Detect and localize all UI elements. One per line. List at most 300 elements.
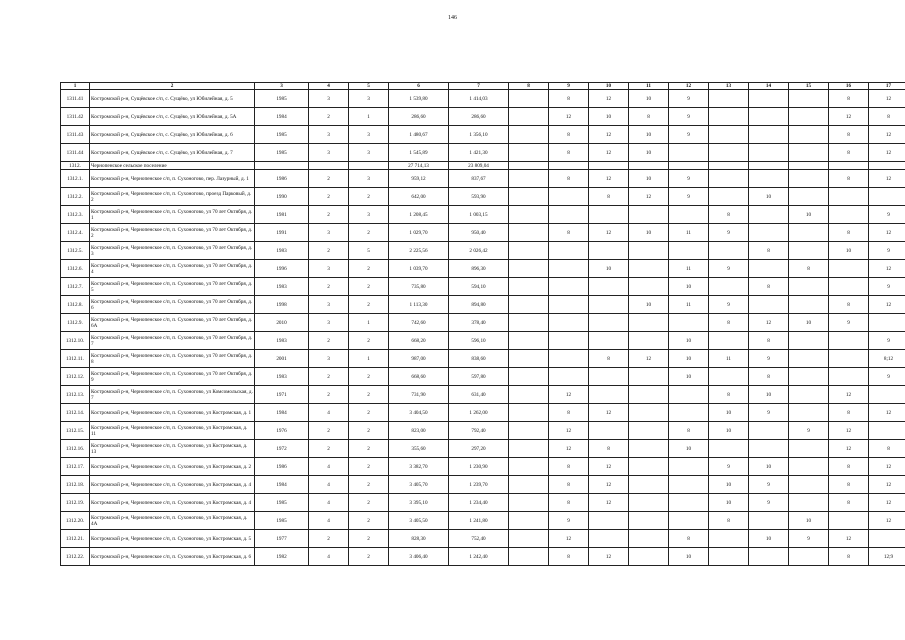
column-header-3: 3 bbox=[255, 83, 309, 90]
value-cell: 1985 bbox=[255, 144, 309, 162]
value-cell bbox=[589, 368, 629, 386]
table-row bbox=[61, 224, 905, 242]
value-cell: 828,30 bbox=[389, 530, 449, 548]
value-cell: 8 bbox=[829, 404, 869, 422]
value-cell bbox=[669, 206, 709, 224]
value-cell: 10 bbox=[709, 494, 749, 512]
value-cell bbox=[629, 332, 669, 350]
value-cell: 10 bbox=[629, 126, 669, 144]
value-cell: 10 bbox=[789, 206, 829, 224]
value-cell: 838,60 bbox=[449, 350, 509, 368]
value-cell bbox=[709, 108, 749, 126]
value-cell: 12 bbox=[629, 350, 669, 368]
page-number: 146 bbox=[448, 15, 457, 21]
value-cell bbox=[509, 494, 549, 512]
value-cell bbox=[869, 162, 905, 170]
row-number-cell: 1312.19. bbox=[61, 494, 90, 512]
value-cell: 10 bbox=[669, 368, 709, 386]
value-cell bbox=[629, 206, 669, 224]
row-number-cell: 1312.10. bbox=[61, 332, 90, 350]
row-number-cell: 1312.21. bbox=[61, 530, 90, 548]
value-cell bbox=[709, 242, 749, 260]
value-cell bbox=[709, 170, 749, 188]
value-cell bbox=[829, 206, 869, 224]
value-cell: 9 bbox=[669, 188, 709, 206]
value-cell bbox=[509, 458, 549, 476]
table-row bbox=[61, 350, 905, 368]
value-cell: 1972 bbox=[255, 440, 309, 458]
value-cell: 792,40 bbox=[449, 422, 509, 440]
value-cell bbox=[749, 224, 789, 242]
value-cell bbox=[589, 530, 629, 548]
value-cell bbox=[509, 512, 549, 530]
value-cell: 10 bbox=[749, 530, 789, 548]
row-number-cell: 1312.1. bbox=[61, 170, 90, 188]
value-cell: 4 bbox=[309, 476, 349, 494]
value-cell bbox=[749, 260, 789, 278]
value-cell: 10 bbox=[669, 548, 709, 566]
row-number-cell: 1312.2. bbox=[61, 188, 90, 206]
column-header-12: 12 bbox=[669, 83, 709, 90]
value-cell bbox=[629, 368, 669, 386]
value-cell: 12 bbox=[549, 108, 589, 126]
value-cell: 10 bbox=[589, 108, 629, 126]
value-cell: 9 bbox=[709, 260, 749, 278]
table-row bbox=[61, 404, 905, 422]
row-number-cell: 1312.16. bbox=[61, 440, 90, 458]
value-cell bbox=[669, 162, 709, 170]
section-title-cell: Чернопенское сельское поселение bbox=[90, 162, 255, 170]
value-cell: 2 bbox=[309, 278, 349, 296]
value-cell: 10 bbox=[629, 224, 669, 242]
value-cell: 8 bbox=[709, 314, 749, 332]
value-cell: 8 bbox=[869, 108, 905, 126]
table-row bbox=[61, 386, 905, 404]
value-cell: 8 bbox=[749, 368, 789, 386]
value-cell: 959,12 bbox=[389, 170, 449, 188]
column-header-9: 9 bbox=[549, 83, 589, 90]
value-cell: 2 bbox=[349, 332, 389, 350]
value-cell: 297,20 bbox=[449, 440, 509, 458]
value-cell: 2010 bbox=[255, 314, 309, 332]
address-cell: Костромской р-н, Чернопенское с/п, п. Сухоногово, ул 70 лет Октября, д. 4 bbox=[90, 260, 255, 278]
value-cell: 8 bbox=[549, 458, 589, 476]
value-cell: 10 bbox=[709, 476, 749, 494]
value-cell bbox=[789, 404, 829, 422]
column-header-2: 2 bbox=[90, 83, 255, 90]
value-cell: 1 242,40 bbox=[449, 548, 509, 566]
value-cell bbox=[789, 144, 829, 162]
value-cell: 9 bbox=[749, 476, 789, 494]
value-cell: 10 bbox=[749, 386, 789, 404]
value-cell: 1985 bbox=[255, 90, 309, 108]
table-row bbox=[61, 144, 905, 162]
address-cell: Костромской р-н, Чернопенское с/п, п. Сухоногово, ул 70 лет Октября, д. 7 bbox=[90, 332, 255, 350]
value-cell bbox=[509, 368, 549, 386]
value-cell bbox=[629, 422, 669, 440]
value-cell bbox=[549, 278, 589, 296]
value-cell: 2 bbox=[349, 368, 389, 386]
value-cell: 12 bbox=[589, 404, 629, 422]
table-row bbox=[61, 494, 905, 512]
value-cell: 9 bbox=[789, 422, 829, 440]
value-cell: 9 bbox=[869, 242, 905, 260]
table-row bbox=[61, 548, 905, 566]
value-cell bbox=[589, 296, 629, 314]
value-cell bbox=[669, 476, 709, 494]
value-cell: 2 bbox=[309, 386, 349, 404]
value-cell: 4 bbox=[309, 404, 349, 422]
value-cell: 8 bbox=[829, 458, 869, 476]
value-cell bbox=[549, 206, 589, 224]
value-cell: 3 bbox=[349, 126, 389, 144]
value-cell: 1984 bbox=[255, 108, 309, 126]
value-cell: 10 bbox=[789, 512, 829, 530]
value-cell bbox=[669, 494, 709, 512]
row-number-cell: 1312.14. bbox=[61, 404, 90, 422]
value-cell bbox=[709, 162, 749, 170]
value-cell: 752,40 bbox=[449, 530, 509, 548]
value-cell: 2 bbox=[349, 512, 389, 530]
value-cell: 11 bbox=[669, 224, 709, 242]
row-number-cell: 1312.17. bbox=[61, 458, 90, 476]
value-cell: 3 382,70 bbox=[389, 458, 449, 476]
value-cell bbox=[749, 548, 789, 566]
value-cell bbox=[789, 278, 829, 296]
value-cell: 12 bbox=[869, 512, 905, 530]
value-cell: 8 bbox=[829, 126, 869, 144]
value-cell: 2 bbox=[309, 422, 349, 440]
value-cell: 2 bbox=[349, 386, 389, 404]
value-cell: 2 225,56 bbox=[389, 242, 449, 260]
address-cell: Костромской р-н, Чернопенское с/п, п. Сухоногово, ул 70 лет Октября, д. 8 bbox=[90, 350, 255, 368]
value-cell bbox=[829, 278, 869, 296]
value-cell: 3 395,10 bbox=[389, 494, 449, 512]
value-cell: 8 bbox=[549, 144, 589, 162]
value-cell bbox=[789, 90, 829, 108]
value-cell: 987,00 bbox=[389, 350, 449, 368]
value-cell bbox=[789, 224, 829, 242]
value-cell bbox=[709, 332, 749, 350]
value-cell: 9 bbox=[829, 314, 869, 332]
value-cell bbox=[589, 162, 629, 170]
value-cell: 10 bbox=[629, 296, 669, 314]
value-cell: 1983 bbox=[255, 368, 309, 386]
value-cell bbox=[549, 314, 589, 332]
column-header-11: 11 bbox=[629, 83, 669, 90]
value-cell: 742,60 bbox=[389, 314, 449, 332]
value-cell: 11 bbox=[669, 260, 709, 278]
value-cell: 286,60 bbox=[389, 108, 449, 126]
value-cell: 8 bbox=[829, 144, 869, 162]
value-cell: 10 bbox=[669, 440, 709, 458]
value-cell: 3 bbox=[349, 170, 389, 188]
address-cell: Костромской р-н, Сущёвское с/п, с. Сущёво, ул Юбилейная, д. 5 bbox=[90, 90, 255, 108]
value-cell bbox=[789, 162, 829, 170]
address-cell: Костромской р-н, Чернопенское с/п, п. Сухоногово, ул Костромская, д. 11 bbox=[90, 422, 255, 440]
value-cell: 10 bbox=[589, 260, 629, 278]
address-cell: Костромской р-н, Сущёвское с/п, с. Сущёво, ул Юбилейная, д. 7 bbox=[90, 144, 255, 162]
table-row bbox=[61, 476, 905, 494]
value-cell: 12 bbox=[629, 188, 669, 206]
value-cell: 8 bbox=[589, 440, 629, 458]
address-cell: Костромской р-н, Чернопенское с/п, п. Сухоногово, ул 70 лет Октября, д. 6А bbox=[90, 314, 255, 332]
address-cell: Костромской р-н, Чернопенское с/п, п. Сухоногово, ул Костромская, д. 2 bbox=[90, 458, 255, 476]
value-cell bbox=[709, 278, 749, 296]
value-cell: 2 bbox=[309, 530, 349, 548]
value-cell: 12 bbox=[829, 108, 869, 126]
value-cell: 12 bbox=[549, 530, 589, 548]
value-cell: 950,40 bbox=[449, 224, 509, 242]
value-cell: 9 bbox=[749, 494, 789, 512]
value-cell bbox=[509, 476, 549, 494]
value-cell: 1 539,80 bbox=[389, 90, 449, 108]
value-cell bbox=[509, 126, 549, 144]
address-cell: Костромской р-н, Чернопенское с/п, п. Сухоногово, ул 70 лет Октября, д. 6 bbox=[90, 296, 255, 314]
value-cell: 1 356,10 bbox=[449, 126, 509, 144]
row-number-cell: 1311.43 bbox=[61, 126, 90, 144]
value-cell: 2 bbox=[349, 530, 389, 548]
value-cell bbox=[629, 440, 669, 458]
value-cell: 12 bbox=[589, 458, 629, 476]
value-cell: 12 bbox=[589, 548, 629, 566]
address-cell: Костромской р-н, Чернопенское с/п, п. Сухоногово, ул 70 лет Октября, д. 5 bbox=[90, 278, 255, 296]
value-cell: 12 bbox=[589, 476, 629, 494]
row-number-cell: 1312.5. bbox=[61, 242, 90, 260]
value-cell bbox=[709, 368, 749, 386]
value-cell: 1 208,45 bbox=[389, 206, 449, 224]
value-cell: 9 bbox=[749, 350, 789, 368]
value-cell bbox=[509, 260, 549, 278]
value-cell: 8;12 bbox=[869, 350, 905, 368]
value-cell: 3 404,50 bbox=[389, 404, 449, 422]
value-cell bbox=[749, 162, 789, 170]
value-cell: 12 bbox=[549, 386, 589, 404]
value-cell: 10 bbox=[629, 170, 669, 188]
value-cell: 12;9 bbox=[869, 548, 905, 566]
value-cell: 10 bbox=[789, 314, 829, 332]
value-cell: 8 bbox=[869, 440, 905, 458]
value-cell: 597,80 bbox=[449, 368, 509, 386]
row-number-cell: 1312.15. bbox=[61, 422, 90, 440]
value-cell bbox=[669, 242, 709, 260]
value-cell: 731,90 bbox=[389, 386, 449, 404]
value-cell bbox=[255, 162, 309, 170]
value-cell bbox=[669, 512, 709, 530]
value-cell bbox=[829, 162, 869, 170]
value-cell: 9 bbox=[869, 206, 905, 224]
value-cell: 9 bbox=[669, 126, 709, 144]
table-row bbox=[61, 530, 905, 548]
value-cell: 1981 bbox=[255, 206, 309, 224]
value-cell bbox=[549, 368, 589, 386]
value-cell bbox=[509, 332, 549, 350]
value-cell bbox=[789, 108, 829, 126]
value-cell bbox=[789, 368, 829, 386]
value-cell: 1 230,90 bbox=[449, 458, 509, 476]
value-cell bbox=[589, 332, 629, 350]
value-cell: 1996 bbox=[255, 260, 309, 278]
value-cell: 12 bbox=[829, 422, 869, 440]
value-cell: 2 bbox=[309, 170, 349, 188]
value-cell bbox=[549, 188, 589, 206]
value-cell: 9 bbox=[709, 296, 749, 314]
value-cell: 896,30 bbox=[449, 260, 509, 278]
value-cell: 23 809,04 bbox=[449, 162, 509, 170]
value-cell: 642,00 bbox=[389, 188, 449, 206]
value-cell bbox=[549, 162, 589, 170]
value-cell: 9 bbox=[709, 458, 749, 476]
value-cell: 1990 bbox=[255, 188, 309, 206]
value-cell: 5 bbox=[349, 242, 389, 260]
value-cell: 3 405,70 bbox=[389, 476, 449, 494]
value-cell: 3 bbox=[309, 144, 349, 162]
table-row bbox=[61, 260, 905, 278]
value-cell: 593,90 bbox=[449, 188, 509, 206]
value-cell bbox=[829, 188, 869, 206]
row-number-cell: 1312.12. bbox=[61, 368, 90, 386]
value-cell: 12 bbox=[869, 476, 905, 494]
value-cell: 3 bbox=[309, 224, 349, 242]
value-cell: 2 bbox=[349, 458, 389, 476]
value-cell: 8 bbox=[709, 512, 749, 530]
value-cell: 1991 bbox=[255, 224, 309, 242]
value-cell bbox=[709, 188, 749, 206]
row-number-cell: 1312. bbox=[61, 162, 90, 170]
column-header-16: 16 bbox=[829, 83, 869, 90]
row-number-cell: 1312.8. bbox=[61, 296, 90, 314]
table-row bbox=[61, 314, 905, 332]
value-cell: 9 bbox=[749, 404, 789, 422]
table-row bbox=[61, 278, 905, 296]
value-cell bbox=[749, 144, 789, 162]
register-table bbox=[60, 82, 905, 566]
value-cell: 12 bbox=[589, 494, 629, 512]
value-cell: 1983 bbox=[255, 242, 309, 260]
value-cell: 12 bbox=[869, 458, 905, 476]
value-cell bbox=[629, 242, 669, 260]
table-row bbox=[61, 440, 905, 458]
value-cell: 12 bbox=[869, 224, 905, 242]
value-cell bbox=[669, 386, 709, 404]
value-cell: 8 bbox=[549, 224, 589, 242]
value-cell bbox=[509, 548, 549, 566]
row-number-cell: 1312.4. bbox=[61, 224, 90, 242]
table-row bbox=[61, 126, 905, 144]
value-cell: 1 113,30 bbox=[389, 296, 449, 314]
value-cell bbox=[509, 162, 549, 170]
value-cell: 1 239,70 bbox=[449, 476, 509, 494]
value-cell: 823,00 bbox=[389, 422, 449, 440]
value-cell bbox=[669, 404, 709, 422]
value-cell: 8 bbox=[829, 296, 869, 314]
value-cell: 10 bbox=[629, 90, 669, 108]
value-cell: 12 bbox=[589, 90, 629, 108]
value-cell: 4 bbox=[309, 512, 349, 530]
address-cell: Костромской р-н, Чернопенское с/п, п. Сухоногово, ул Комсомольская, д. 7 bbox=[90, 386, 255, 404]
value-cell bbox=[509, 350, 549, 368]
address-cell: Костромской р-н, Чернопенское с/п, п. Сухоногово, ул Костромская, д. 13 bbox=[90, 440, 255, 458]
value-cell bbox=[789, 126, 829, 144]
value-cell: 12 bbox=[869, 296, 905, 314]
value-cell bbox=[629, 530, 669, 548]
value-cell: 9 bbox=[869, 332, 905, 350]
value-cell bbox=[629, 404, 669, 422]
value-cell: 8 bbox=[829, 90, 869, 108]
value-cell: 4 bbox=[309, 458, 349, 476]
value-cell: 3 bbox=[309, 350, 349, 368]
table-row bbox=[61, 90, 905, 108]
value-cell: 9 bbox=[669, 90, 709, 108]
value-cell bbox=[589, 242, 629, 260]
address-cell: Костромской р-н, Сущёвское с/п, с. Сущёво, ул Юбилейная, д. 5А bbox=[90, 108, 255, 126]
address-cell: Костромской р-н, Чернопенское с/п, п. Сухоногово, пер. Лазурный, д. 1 bbox=[90, 170, 255, 188]
value-cell: 3 bbox=[349, 144, 389, 162]
value-cell: 2 bbox=[309, 368, 349, 386]
value-cell: 8 bbox=[789, 260, 829, 278]
value-cell: 378,40 bbox=[449, 314, 509, 332]
value-cell bbox=[549, 242, 589, 260]
value-cell: 8 bbox=[749, 242, 789, 260]
value-cell: 3 bbox=[309, 90, 349, 108]
value-cell: 2 bbox=[349, 548, 389, 566]
row-number-cell: 1312.3. bbox=[61, 206, 90, 224]
value-cell bbox=[549, 260, 589, 278]
value-cell: 12 bbox=[869, 494, 905, 512]
value-cell bbox=[789, 350, 829, 368]
value-cell: 8 bbox=[829, 494, 869, 512]
value-cell: 1984 bbox=[255, 476, 309, 494]
value-cell: 2 bbox=[309, 332, 349, 350]
value-cell: 2001 bbox=[255, 350, 309, 368]
value-cell: 8 bbox=[709, 386, 749, 404]
value-cell bbox=[829, 332, 869, 350]
value-cell: 12 bbox=[869, 170, 905, 188]
value-cell bbox=[669, 314, 709, 332]
value-cell: 1976 bbox=[255, 422, 309, 440]
value-cell: 8 bbox=[669, 530, 709, 548]
table-row bbox=[61, 332, 905, 350]
value-cell bbox=[509, 242, 549, 260]
value-cell: 8 bbox=[829, 548, 869, 566]
value-cell bbox=[829, 260, 869, 278]
value-cell: 8 bbox=[549, 494, 589, 512]
value-cell bbox=[749, 206, 789, 224]
value-cell bbox=[549, 296, 589, 314]
value-cell bbox=[509, 404, 549, 422]
value-cell bbox=[749, 170, 789, 188]
value-cell bbox=[749, 108, 789, 126]
value-cell: 8 bbox=[549, 548, 589, 566]
value-cell bbox=[789, 242, 829, 260]
value-cell: 2 bbox=[349, 476, 389, 494]
value-cell: 10 bbox=[669, 332, 709, 350]
value-cell: 12 bbox=[869, 144, 905, 162]
value-cell bbox=[629, 458, 669, 476]
value-cell: 3 406,40 bbox=[389, 548, 449, 566]
value-cell: 12 bbox=[829, 440, 869, 458]
value-cell: 3 bbox=[349, 90, 389, 108]
column-header-17: 17 bbox=[869, 83, 905, 90]
value-cell bbox=[589, 206, 629, 224]
value-cell: 1 414,03 bbox=[449, 90, 509, 108]
value-cell: 2 bbox=[349, 296, 389, 314]
value-cell bbox=[789, 332, 829, 350]
value-cell: 12 bbox=[589, 170, 629, 188]
value-cell bbox=[749, 512, 789, 530]
row-number-cell: 1312.18. bbox=[61, 476, 90, 494]
value-cell: 2 bbox=[349, 440, 389, 458]
